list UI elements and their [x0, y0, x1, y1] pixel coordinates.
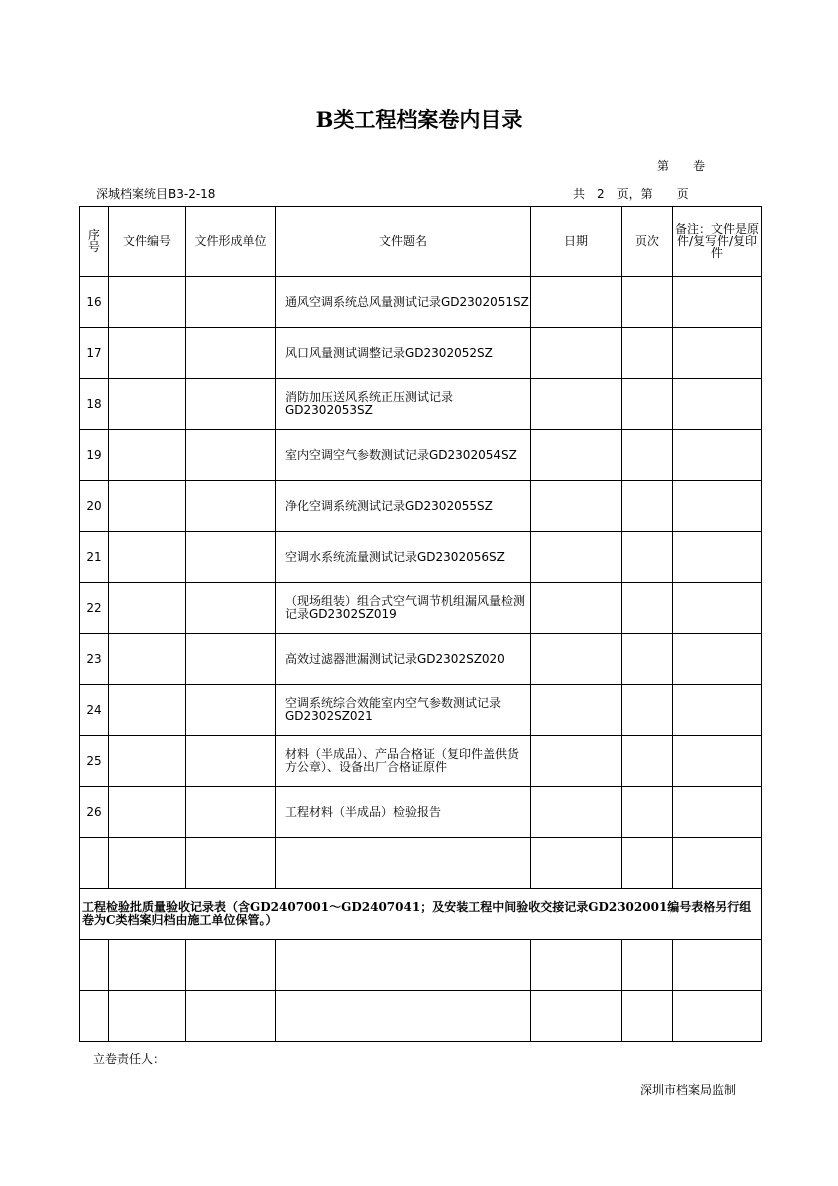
- file-name-cell: 高效过滤器泄漏测试记录GD2302SZ020: [276, 634, 531, 685]
- date-cell: [531, 634, 622, 685]
- remark-cell: [673, 940, 762, 991]
- seq-cell: 25: [80, 736, 109, 787]
- remark-cell: [673, 328, 762, 379]
- table-row: [80, 991, 762, 1042]
- responsible-person-label: 立卷责任人：: [93, 1052, 166, 1066]
- pages-cell: [622, 379, 673, 430]
- unit-cell: [186, 277, 276, 328]
- file-no-cell: [109, 991, 186, 1042]
- table-row: [80, 481, 762, 532]
- file-no-cell: [109, 685, 186, 736]
- file-no-cell: [109, 634, 186, 685]
- seq-cell: 20: [80, 481, 109, 532]
- table-row: [80, 430, 762, 481]
- file-name-cell: 工程材料（半成品）检验报告: [276, 787, 531, 838]
- unit-cell: [186, 736, 276, 787]
- date-cell: [531, 736, 622, 787]
- file-name-cell: [276, 838, 531, 889]
- date-cell: [531, 379, 622, 430]
- file-no-cell: [109, 838, 186, 889]
- seq-cell: 22: [80, 583, 109, 634]
- date-cell: [531, 277, 622, 328]
- file-name-cell: 材料（半成品）、产品合格证（复印件盖供货方公章）、设备出厂合格证原件: [276, 736, 531, 787]
- header-unit: 文件形成单位: [186, 207, 276, 277]
- seq-cell: [80, 940, 109, 991]
- header-remark: 备注：文件是原件/复写件/复印件: [673, 207, 762, 277]
- remark-cell: [673, 277, 762, 328]
- seq-cell: 24: [80, 685, 109, 736]
- unit-cell: [186, 583, 276, 634]
- unit-cell: [186, 532, 276, 583]
- unit-cell: [186, 481, 276, 532]
- table-row: [80, 736, 762, 787]
- file-no-cell: [109, 532, 186, 583]
- unit-cell: [186, 991, 276, 1042]
- pages-cell: [622, 787, 673, 838]
- file-name-cell: 室内空调空气参数测试记录GD2302054SZ: [276, 430, 531, 481]
- file-no-cell: [109, 940, 186, 991]
- pages-cell: [622, 736, 673, 787]
- unit-cell: [186, 379, 276, 430]
- page-title: B类工程档案卷内目录: [315, 107, 523, 132]
- table-row: [80, 685, 762, 736]
- remark-cell: [673, 430, 762, 481]
- file-name-cell: 净化空调系统测试记录GD2302055SZ: [276, 481, 531, 532]
- pages-cell: [622, 430, 673, 481]
- seq-cell: 21: [80, 532, 109, 583]
- remark-cell: [673, 736, 762, 787]
- pages-cell: [622, 838, 673, 889]
- remark-cell: [673, 634, 762, 685]
- unit-cell: [186, 328, 276, 379]
- seq-cell: 26: [80, 787, 109, 838]
- unit-cell: [186, 685, 276, 736]
- remark-cell: [673, 787, 762, 838]
- file-name-cell: 空调水系统流量测试记录GD2302056SZ: [276, 532, 531, 583]
- date-cell: [531, 787, 622, 838]
- remark-cell: [673, 838, 762, 889]
- file-no-cell: [109, 481, 186, 532]
- catalog-table: [79, 206, 762, 1042]
- table-row: [80, 328, 762, 379]
- file-name-cell: 消防加压送风系统正压测试记录GD2302053SZ: [276, 379, 531, 430]
- seq-cell: [80, 838, 109, 889]
- file-name-cell: 风口风量测试调整记录GD2302052SZ: [276, 328, 531, 379]
- file-name-cell: 空调系统综合效能室内空气参数测试记录GD2302SZ021: [276, 685, 531, 736]
- remark-cell: [673, 991, 762, 1042]
- date-cell: [531, 685, 622, 736]
- date-cell: [531, 328, 622, 379]
- remark-cell: [673, 532, 762, 583]
- pages-cell: [622, 481, 673, 532]
- volume-label: 第 卷: [657, 159, 706, 173]
- file-no-cell: [109, 379, 186, 430]
- pages-cell: [622, 532, 673, 583]
- header-file-no: 文件编号: [109, 207, 186, 277]
- table-row: [80, 634, 762, 685]
- header-date: 日期: [531, 207, 622, 277]
- table-row: [80, 940, 762, 991]
- seq-cell: 23: [80, 634, 109, 685]
- pages-cell: [622, 940, 673, 991]
- date-cell: [531, 838, 622, 889]
- unit-cell: [186, 838, 276, 889]
- remark-cell: [673, 685, 762, 736]
- file-no-cell: [109, 277, 186, 328]
- pages-cell: [622, 634, 673, 685]
- table-row: [80, 583, 762, 634]
- unit-cell: [186, 787, 276, 838]
- seq-cell: 16: [80, 277, 109, 328]
- table-row: [80, 838, 762, 889]
- remark-cell: [673, 583, 762, 634]
- note-row: [80, 889, 762, 940]
- date-cell: [531, 430, 622, 481]
- file-no-cell: [109, 328, 186, 379]
- file-name-cell: 通风空调系统总风量测试记录GD2302051SZ: [276, 277, 531, 328]
- file-no-cell: [109, 736, 186, 787]
- seq-cell: 18: [80, 379, 109, 430]
- date-cell: [531, 940, 622, 991]
- remark-cell: [673, 379, 762, 430]
- unit-cell: [186, 940, 276, 991]
- header-pages: 页次: [622, 207, 673, 277]
- file-name-cell: [276, 940, 531, 991]
- pages-cell: [622, 583, 673, 634]
- header-seq: 序号: [80, 207, 109, 277]
- date-cell: [531, 532, 622, 583]
- file-name-cell: （现场组装）组合式空气调节机组漏风量检测记录GD2302SZ019: [276, 583, 531, 634]
- pages-cell: [622, 685, 673, 736]
- seq-cell: 19: [80, 430, 109, 481]
- date-cell: [531, 481, 622, 532]
- pages-cell: [622, 991, 673, 1042]
- note-text: 工程检验批质量验收记录表（含GD2407001～GD2407041；及安装工程中间验收交接记录GD2302001编号表格另行组卷为C类档案归档由施工单位保管。）: [80, 889, 762, 940]
- file-no-cell: [109, 787, 186, 838]
- table-row: [80, 532, 762, 583]
- pages-cell: [622, 277, 673, 328]
- pages-info: 共 2 页，第 页: [573, 187, 689, 201]
- remark-cell: [673, 481, 762, 532]
- pages-cell: [622, 328, 673, 379]
- table-row: [80, 379, 762, 430]
- catalog-code: 深城档案统目B3-2-18: [96, 187, 216, 201]
- supervisor-label: 深圳市档案局监制: [640, 1083, 737, 1097]
- file-no-cell: [109, 583, 186, 634]
- date-cell: [531, 583, 622, 634]
- header-name: 文件题名: [276, 207, 531, 277]
- date-cell: [531, 991, 622, 1042]
- table-row: [80, 277, 762, 328]
- unit-cell: [186, 634, 276, 685]
- header-row: [80, 207, 762, 277]
- seq-cell: 17: [80, 328, 109, 379]
- file-name-cell: [276, 991, 531, 1042]
- seq-cell: [80, 991, 109, 1042]
- table-row: [80, 787, 762, 838]
- file-no-cell: [109, 430, 186, 481]
- unit-cell: [186, 430, 276, 481]
